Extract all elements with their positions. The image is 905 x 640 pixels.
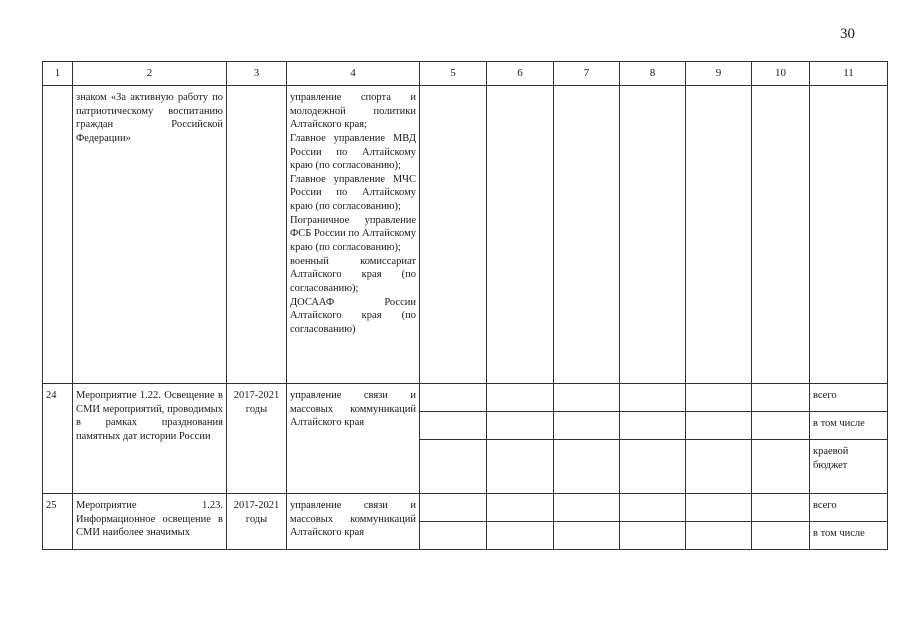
cell-col-6 [487, 412, 554, 440]
cell-col-7 [554, 86, 620, 384]
funding-source: в том числе [810, 412, 888, 440]
header-col-3: 3 [227, 62, 287, 86]
event-name: Мероприятие 1.22. Освещение в СМИ мероприятий, проводимых в рамках празднования памятных дат истории России [73, 384, 227, 494]
funding-source: в том числе [810, 522, 888, 550]
executor-line: управление спорта и молодежной политики Алтайского края; [290, 92, 416, 131]
header-col-11: 11 [810, 62, 888, 86]
cell-col-9 [686, 440, 752, 494]
cell-col-6 [487, 440, 554, 494]
header-col-10: 10 [752, 62, 810, 86]
cell-col-10 [752, 412, 810, 440]
header-col-5: 5 [420, 62, 487, 86]
cell-col-9 [686, 494, 752, 522]
table-row [43, 384, 888, 412]
header-col-8: 8 [620, 62, 686, 86]
header-col-2: 2 [73, 62, 227, 86]
cell-col-10 [752, 86, 810, 384]
event-period [227, 86, 287, 384]
cell-col-5 [420, 86, 487, 384]
cell-col-5 [420, 440, 487, 494]
header-col-4: 4 [287, 62, 420, 86]
cell-col-8 [620, 522, 686, 550]
program-table [42, 61, 888, 550]
header-col-7: 7 [554, 62, 620, 86]
executor-line: Главное управление МЧС России по Алтайскому краю (по согласованию); [290, 173, 416, 213]
event-period: 2017-2021 годы [227, 384, 287, 494]
cell-col-7 [554, 522, 620, 550]
cell-col-10 [752, 522, 810, 550]
funding-source: краевой бюджет [810, 440, 888, 494]
cell-col-6 [487, 384, 554, 412]
executor-line: Пограничное управление ФСБ России по Алтайскому краю (по согласованию); [290, 214, 416, 254]
cell-col-8 [620, 86, 686, 384]
row-number: 25 [43, 494, 73, 550]
executor-line: ДОСААФ России Алтайского края (по согласованию) [290, 296, 416, 335]
cell-col-9 [686, 384, 752, 412]
cell-col-7 [554, 412, 620, 440]
page-number: 30 [840, 26, 855, 42]
funding-source: всего [810, 494, 888, 522]
cell-col-5 [420, 412, 487, 440]
event-executors [287, 86, 420, 384]
cell-col-7 [554, 494, 620, 522]
header-col-6: 6 [487, 62, 554, 86]
table-row [43, 494, 888, 522]
cell-col-5 [420, 522, 487, 550]
cell-col-8 [620, 440, 686, 494]
table-row [43, 86, 888, 384]
executor-line: Главное управление МВД России по Алтайскому краю (по согласованию); [290, 132, 416, 172]
cell-col-7 [554, 440, 620, 494]
cell-col-5 [420, 494, 487, 522]
event-name: знаком «За активную работу по патриотическому воспитанию граждан Российской Федерации» [73, 86, 227, 384]
cell-col-8 [620, 384, 686, 412]
event-period: 2017-2021 годы [227, 494, 287, 550]
header-row [43, 62, 888, 86]
cell-col-6 [487, 86, 554, 384]
event-name: Мероприятие 1.23. Информационное освещение в СМИ наиболее значимых [73, 494, 227, 550]
cell-col-10 [752, 384, 810, 412]
cell-col-9 [686, 86, 752, 384]
cell-col-11 [810, 86, 888, 384]
row-number [43, 86, 73, 384]
event-executors: управление связи и массовых коммуникаций Алтайского края [287, 384, 420, 494]
funding-source: всего [810, 384, 888, 412]
cell-col-8 [620, 412, 686, 440]
cell-col-10 [752, 440, 810, 494]
cell-col-10 [752, 494, 810, 522]
cell-col-9 [686, 522, 752, 550]
event-executors: управление связи и массовых коммуникаций Алтайского края [287, 494, 420, 550]
cell-col-8 [620, 494, 686, 522]
row-number: 24 [43, 384, 73, 494]
header-col-9: 9 [686, 62, 752, 86]
cell-col-6 [487, 494, 554, 522]
cell-col-9 [686, 412, 752, 440]
executor-line: военный комиссариат Алтайского края (по согласованию); [290, 255, 416, 294]
cell-col-7 [554, 384, 620, 412]
cell-col-6 [487, 522, 554, 550]
cell-col-5 [420, 384, 487, 412]
header-col-1: 1 [43, 62, 73, 86]
